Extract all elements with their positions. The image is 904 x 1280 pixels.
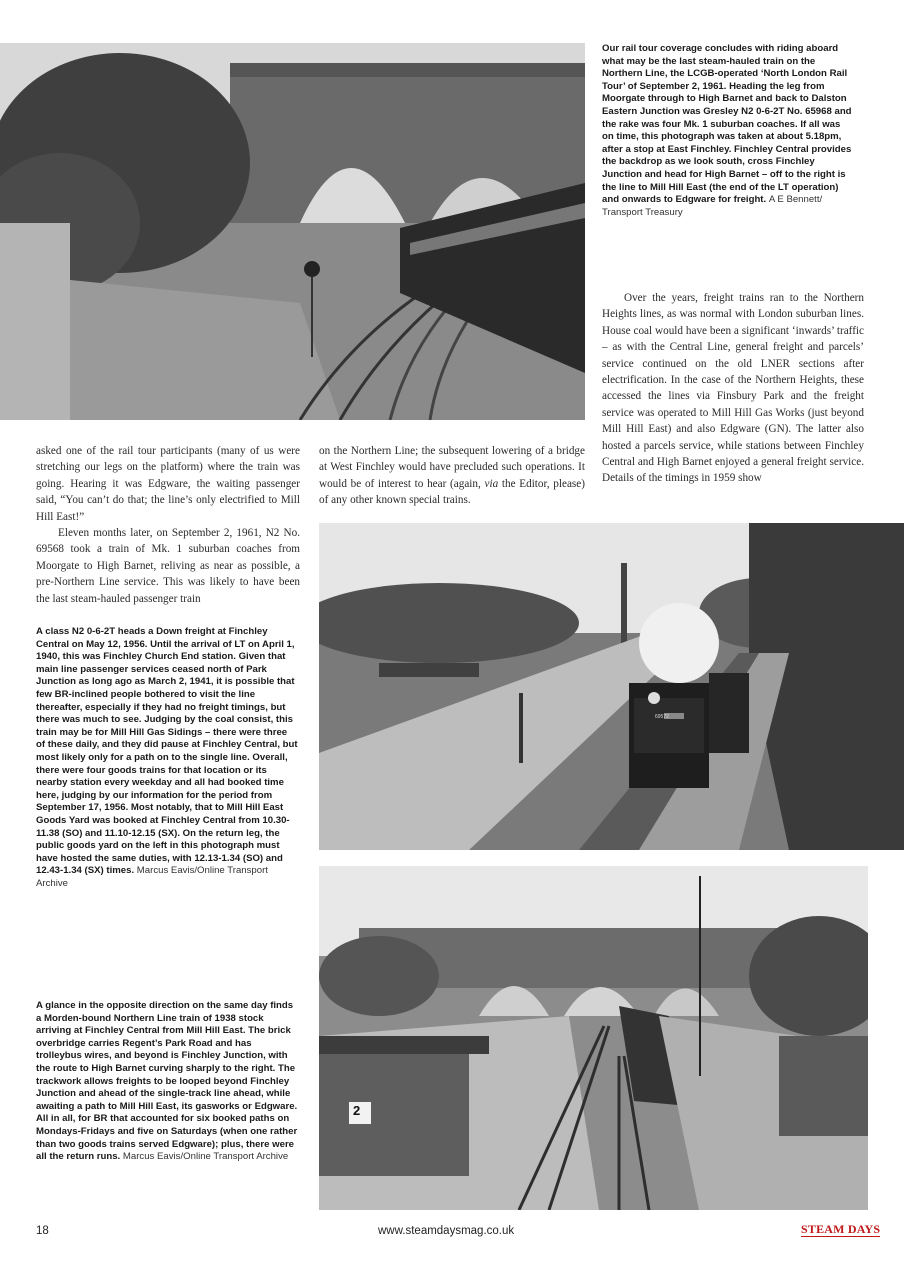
caption-body: Our rail tour coverage concludes with riding aboard what may be the last steam-hauled train on the Northern Line, the LCGB-operated ‘North London Rail Tour’ of September 2, 1961. Heading the leg from Moorgate through to High Barnet and back to Dalston Eastern Junction was Gresley N2 0-6-2T No. 65968 and the rake was four Mk. 1 suburban coaches. If all was on time, this photograph was taken at about 5.18pm, after a stop at East Finchley. Finchley Central provides the backdrop as we look south, cross Finchley Junction and head for High Barnet – off to the right is the line to Mill Hill East (the end of the LT operation) and onwards to Edgware for freight. bbox=[602, 43, 852, 206]
page-number: 18 bbox=[36, 1225, 49, 1237]
locomotive-number: 69572 bbox=[655, 714, 669, 720]
top-photo-caption bbox=[602, 43, 852, 219]
body-text: on the Northern Line; the subsequent lowering of a bridge at West Finchley would have precluded such operations. It would be of interest to hear (again, bbox=[319, 445, 585, 490]
body-left-column bbox=[36, 443, 300, 607]
body-paragraph bbox=[319, 443, 585, 509]
magazine-logo: STEAM DAYS bbox=[801, 1222, 881, 1236]
body-right-column bbox=[602, 290, 864, 487]
italic-via: via bbox=[484, 477, 499, 490]
middle-photo bbox=[319, 523, 904, 850]
top-photo bbox=[0, 43, 585, 420]
caption-body: A glance in the opposite direction on the same day finds a Morden-bound Northern Line train of 1938 stock arriving at Finchley Central from Mill Hill East. The brick overbridge carries Regent’s Park Road and has trolleybus wires, and beyond is Finchley Junction, with the route to High Barnet curving sharply to the right. The trackwork allows freights to be looped beyond Finchley Junction and ahead of the single-track line ahead, while awaiting a path to Mill Hill East, its gasworks or Edgware. All in all, for BR that accounted for six booked paths on Mondays-Fridays and five on Saturdays (when one rather than two goods trains served Edgware); plus, there were all the return runs. bbox=[36, 1000, 298, 1163]
platform-number: 2 bbox=[353, 1103, 361, 1118]
caption-credit: A E Bennett/ Transport Treasury bbox=[602, 194, 823, 218]
bottom-photo-caption bbox=[36, 1000, 298, 1164]
body-paragraph: Eleven months later, on September 2, 1961, N2 No. 69568 took a train of Mk. 1 suburban coaches from Moorgate to High Barnet, reliving as near as possible, a pre-Northern Line service. This was likely to have been the last steam-hauled passenger train bbox=[36, 527, 300, 605]
body-paragraph: Over the years, freight trains ran to the Northern Heights lines, as was normal with London suburban lines. House coal would have been a significant ‘inwards’ traffic – as with the Central Line, general freight and parcels’ service continued on the old LNER sections after electrification. In the case of the Northern Heights, these accessed the lines via Finsbury Park and the freight service was operated to Mill Hill Gas Works (just beyond Mill Hill East) and also Edgware (GN). The latter also hosted a parcels service, while stations between Finchley Central and High Barnet enjoyed a general freight service. Details of the timings in 1959 show bbox=[602, 292, 864, 485]
caption-credit: Marcus Eavis/Online Transport Archive bbox=[122, 1151, 289, 1163]
body-paragraph: asked one of the rail tour participants (many of us were stretching our legs on the platform) where the train was going. Hearing it was Edgware, the waiting passenger said, “You can’t do that; the line’s only electrified to Mill Hill East!” bbox=[36, 445, 300, 523]
caption-credit: Marcus Eavis/Online Transport Archive bbox=[36, 865, 268, 889]
middle-photo-caption bbox=[36, 626, 298, 890]
bottom-photo bbox=[319, 866, 868, 1210]
caption-body: A class N2 0-6-2T heads a Down freight at Finchley Central on May 12, 1956. Until the arrival of LT on April 1, 1940, this was Finchley Church End station. Given that main line passenger services ceased north of Park Junction as long ago as March 2, 1941, it is possible that few BR-inclined people bothered to visit the line thereafter, especially if they had no freight timings, but there was much to see. Judging by the coal consist, this train may be for Mill Hill Gas Sidings – there were three of these daily, and they did pause at Finchley Central, but most likely only for a path on to the single line. Overall, there were four goods trains for that location or its nearby station every weekday and all had booked time here, judging by our information for the period from September 17, 1956. Most notably, that to Mill Hill East Goods Yard was booked at Finchley Central from 10.30-11.38 (SO) and 11.10-12.15 (SX). On the return leg, the public goods yard on the left in this photograph must have hosted the same duties, with 12.13-1.34 (SO) and 12.43-1.34 (SX) times. bbox=[36, 626, 298, 877]
body-text: the Editor, please) of any other known special trains. bbox=[319, 477, 585, 507]
body-middle-column bbox=[319, 443, 585, 509]
website-url[interactable]: www.steamdaysmag.co.uk bbox=[378, 1225, 515, 1237]
